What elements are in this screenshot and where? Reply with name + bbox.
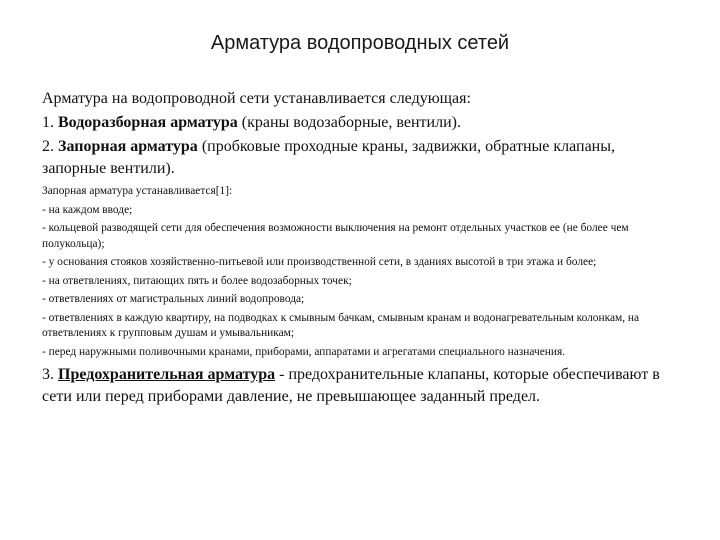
list-item: - на ответвлениях, питающих пять и более водозаборных точек; — [42, 274, 352, 287]
item-2 — [42, 136, 682, 180]
item-3-number: 3. — [42, 366, 58, 383]
shutoff-intro: Запорная арматура устанавливается[1]: — [42, 185, 233, 197]
list-item: - ответвлениях в каждую квартиру, на подводках к смывным бачкам, смывным кранам и водонагревательным колонкам, на ответвлениях к групповым душам и умывальникам; — [42, 311, 640, 339]
item-2-number: 2. — [42, 138, 58, 155]
item-2-description: (пробковые проходные краны, задвижки, обратные клапаны, запорные вентили). — [42, 138, 615, 177]
item-1-term: Водоразборная арматура — [58, 114, 238, 131]
item-2-term: Запорная арматура — [58, 138, 198, 155]
list-item: - на каждом вводе; — [42, 203, 133, 216]
shutoff-list — [42, 203, 682, 361]
list-item: - ответвлениях от магистральных линий водопровода; — [42, 293, 305, 305]
item-1-description: (краны водозаборные, вентили). — [237, 114, 461, 131]
list-item: - кольцевой разводящей сети для обеспечения возможности выключения на ремонт отдельных участков ее (не более чем полукольца); — [42, 222, 629, 250]
list-item: - перед наружными поливочными кранами, приборами, аппаратами и агрегатами специального назначения. — [42, 345, 566, 358]
item-1 — [42, 112, 682, 134]
page-title: Арматура водопроводных сетей — [210, 32, 510, 54]
list-item: - у основания стояков хозяйственно-питьевой или производственной сети, в зданиях высотой в три этажа и более; — [42, 256, 597, 268]
item-3-description: - предохранительные клапаны, которые обеспечивают в сети или перед приборами давление, не превышающее заданный предел. — [42, 366, 660, 405]
item-3 — [42, 364, 682, 408]
item-1-number: 1. — [42, 114, 58, 131]
item-3-term: Предохранительная арматура — [58, 366, 276, 383]
document-body — [42, 88, 682, 410]
intro-paragraph: Арматура на водопроводной сети устанавливается следующая: — [42, 90, 471, 107]
